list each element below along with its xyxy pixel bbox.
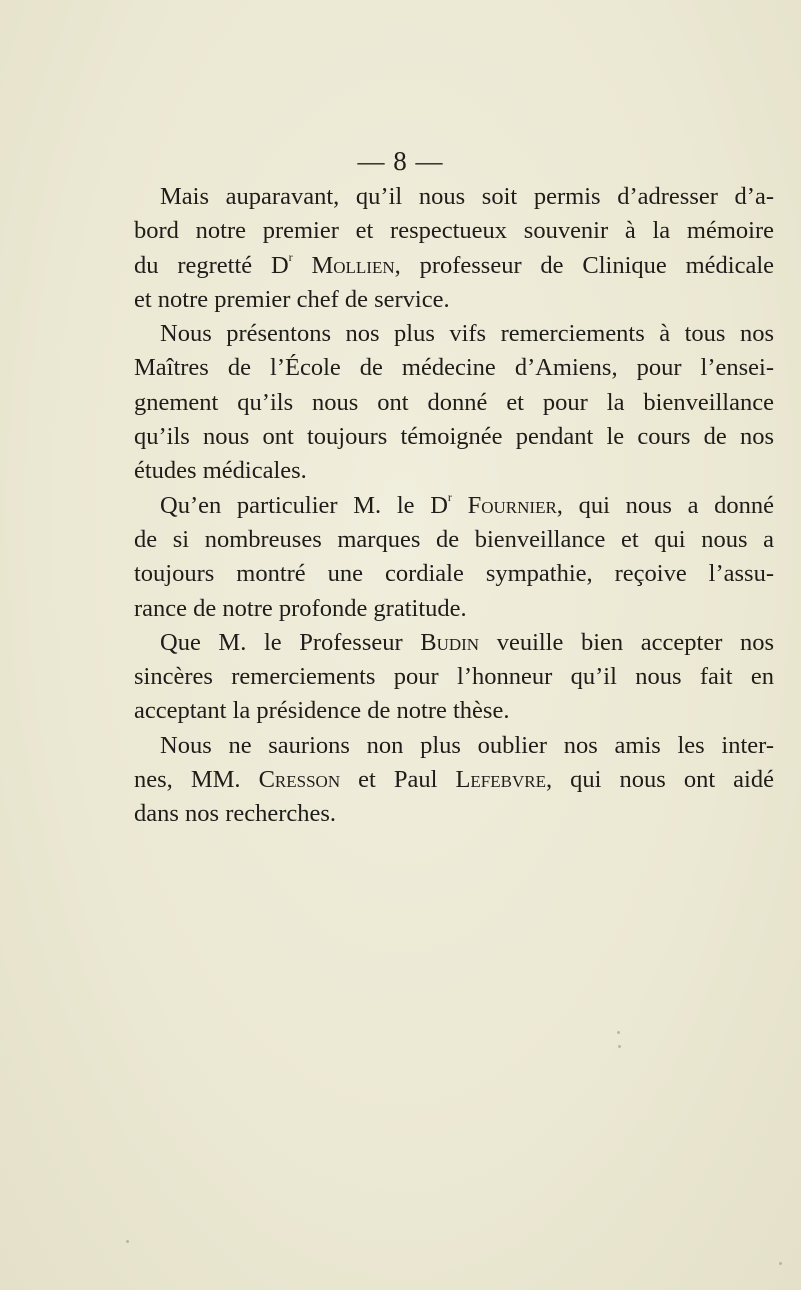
text-line	[134, 454, 774, 488]
text-run: gnement qu’ils nous ont donné et pour la bienveillance	[134, 388, 774, 416]
text-run: Nous présentons nos plus vifs remerciements à tous nos	[160, 320, 774, 348]
text-run: dans nos recherches.	[134, 800, 337, 828]
text-line	[134, 351, 774, 385]
text-line	[134, 763, 774, 797]
text-run: , qui nous a donné	[556, 491, 774, 519]
text-run: du regretté D	[134, 251, 289, 279]
text-run: Qu’en particulier M. le D	[160, 491, 448, 519]
person-name: Mollien	[311, 251, 395, 279]
text-run: acceptant la présidence de notre thèse.	[134, 697, 510, 725]
text-run: , professeur de Clinique médicale	[394, 251, 774, 279]
text-run: de si nombreuses marques de bienveillance et qui nous a	[134, 525, 774, 553]
text-line	[134, 180, 774, 214]
person-name: Cresson	[258, 766, 341, 794]
text-line	[134, 249, 774, 283]
text-line	[134, 489, 774, 523]
text-line	[134, 386, 774, 420]
text-line	[134, 592, 774, 626]
text-run: Maîtres de l’École de médecine d’Amiens, pour l’ensei-	[134, 354, 774, 382]
text-run: et notre premier chef de service.	[134, 285, 450, 313]
text-line	[134, 283, 774, 317]
text-line	[134, 626, 774, 660]
text-run: qu’ils nous ont toujours témoignée pendant le cours de nos	[134, 423, 774, 451]
text-run: toujours montré une cordiale sympathie, reçoive l’assu-	[134, 560, 774, 588]
text-run: bord notre premier et respectueux souvenir à la mémoire	[134, 217, 774, 245]
text-run: Que M. le Professeur	[160, 628, 421, 656]
text-run: et Paul	[340, 766, 456, 794]
body-text	[134, 180, 774, 832]
text-run: études médicales.	[134, 457, 307, 485]
text-run: Nous ne saurions non plus oublier nos amis les inter-	[160, 731, 774, 759]
text-line	[134, 214, 774, 248]
text-run: nes, MM.	[134, 766, 259, 794]
text-line	[134, 557, 774, 591]
paper-speck	[617, 1031, 620, 1034]
text-run: rance de notre profonde gratitude.	[134, 594, 467, 622]
text-line	[134, 660, 774, 694]
text-run: , qui nous ont aidé	[545, 766, 774, 794]
person-name: Budin	[420, 628, 480, 656]
text-line	[134, 420, 774, 454]
text-run	[452, 492, 468, 519]
text-run: sincères remerciements pour l’honneur qu’il nous fait en	[134, 663, 774, 691]
text-line	[134, 317, 774, 351]
person-name: Lefebvre	[455, 766, 546, 794]
page-number: — 8 —	[357, 146, 444, 176]
paper-speck	[126, 1240, 129, 1243]
superscript: r	[288, 249, 293, 264]
paper-speck	[618, 1045, 621, 1048]
text-line	[134, 523, 774, 557]
person-name: Fournier	[467, 491, 557, 519]
paper-speck	[779, 1262, 782, 1265]
text-line	[134, 729, 774, 763]
superscript: r	[447, 489, 452, 504]
text-run	[293, 252, 312, 279]
text-line	[134, 694, 774, 728]
text-run: Mais auparavant, qu’il nous soit permis d’adresser d’a-	[160, 183, 774, 210]
text-run: veuille bien accepter nos	[479, 628, 774, 656]
text-line	[134, 797, 774, 831]
